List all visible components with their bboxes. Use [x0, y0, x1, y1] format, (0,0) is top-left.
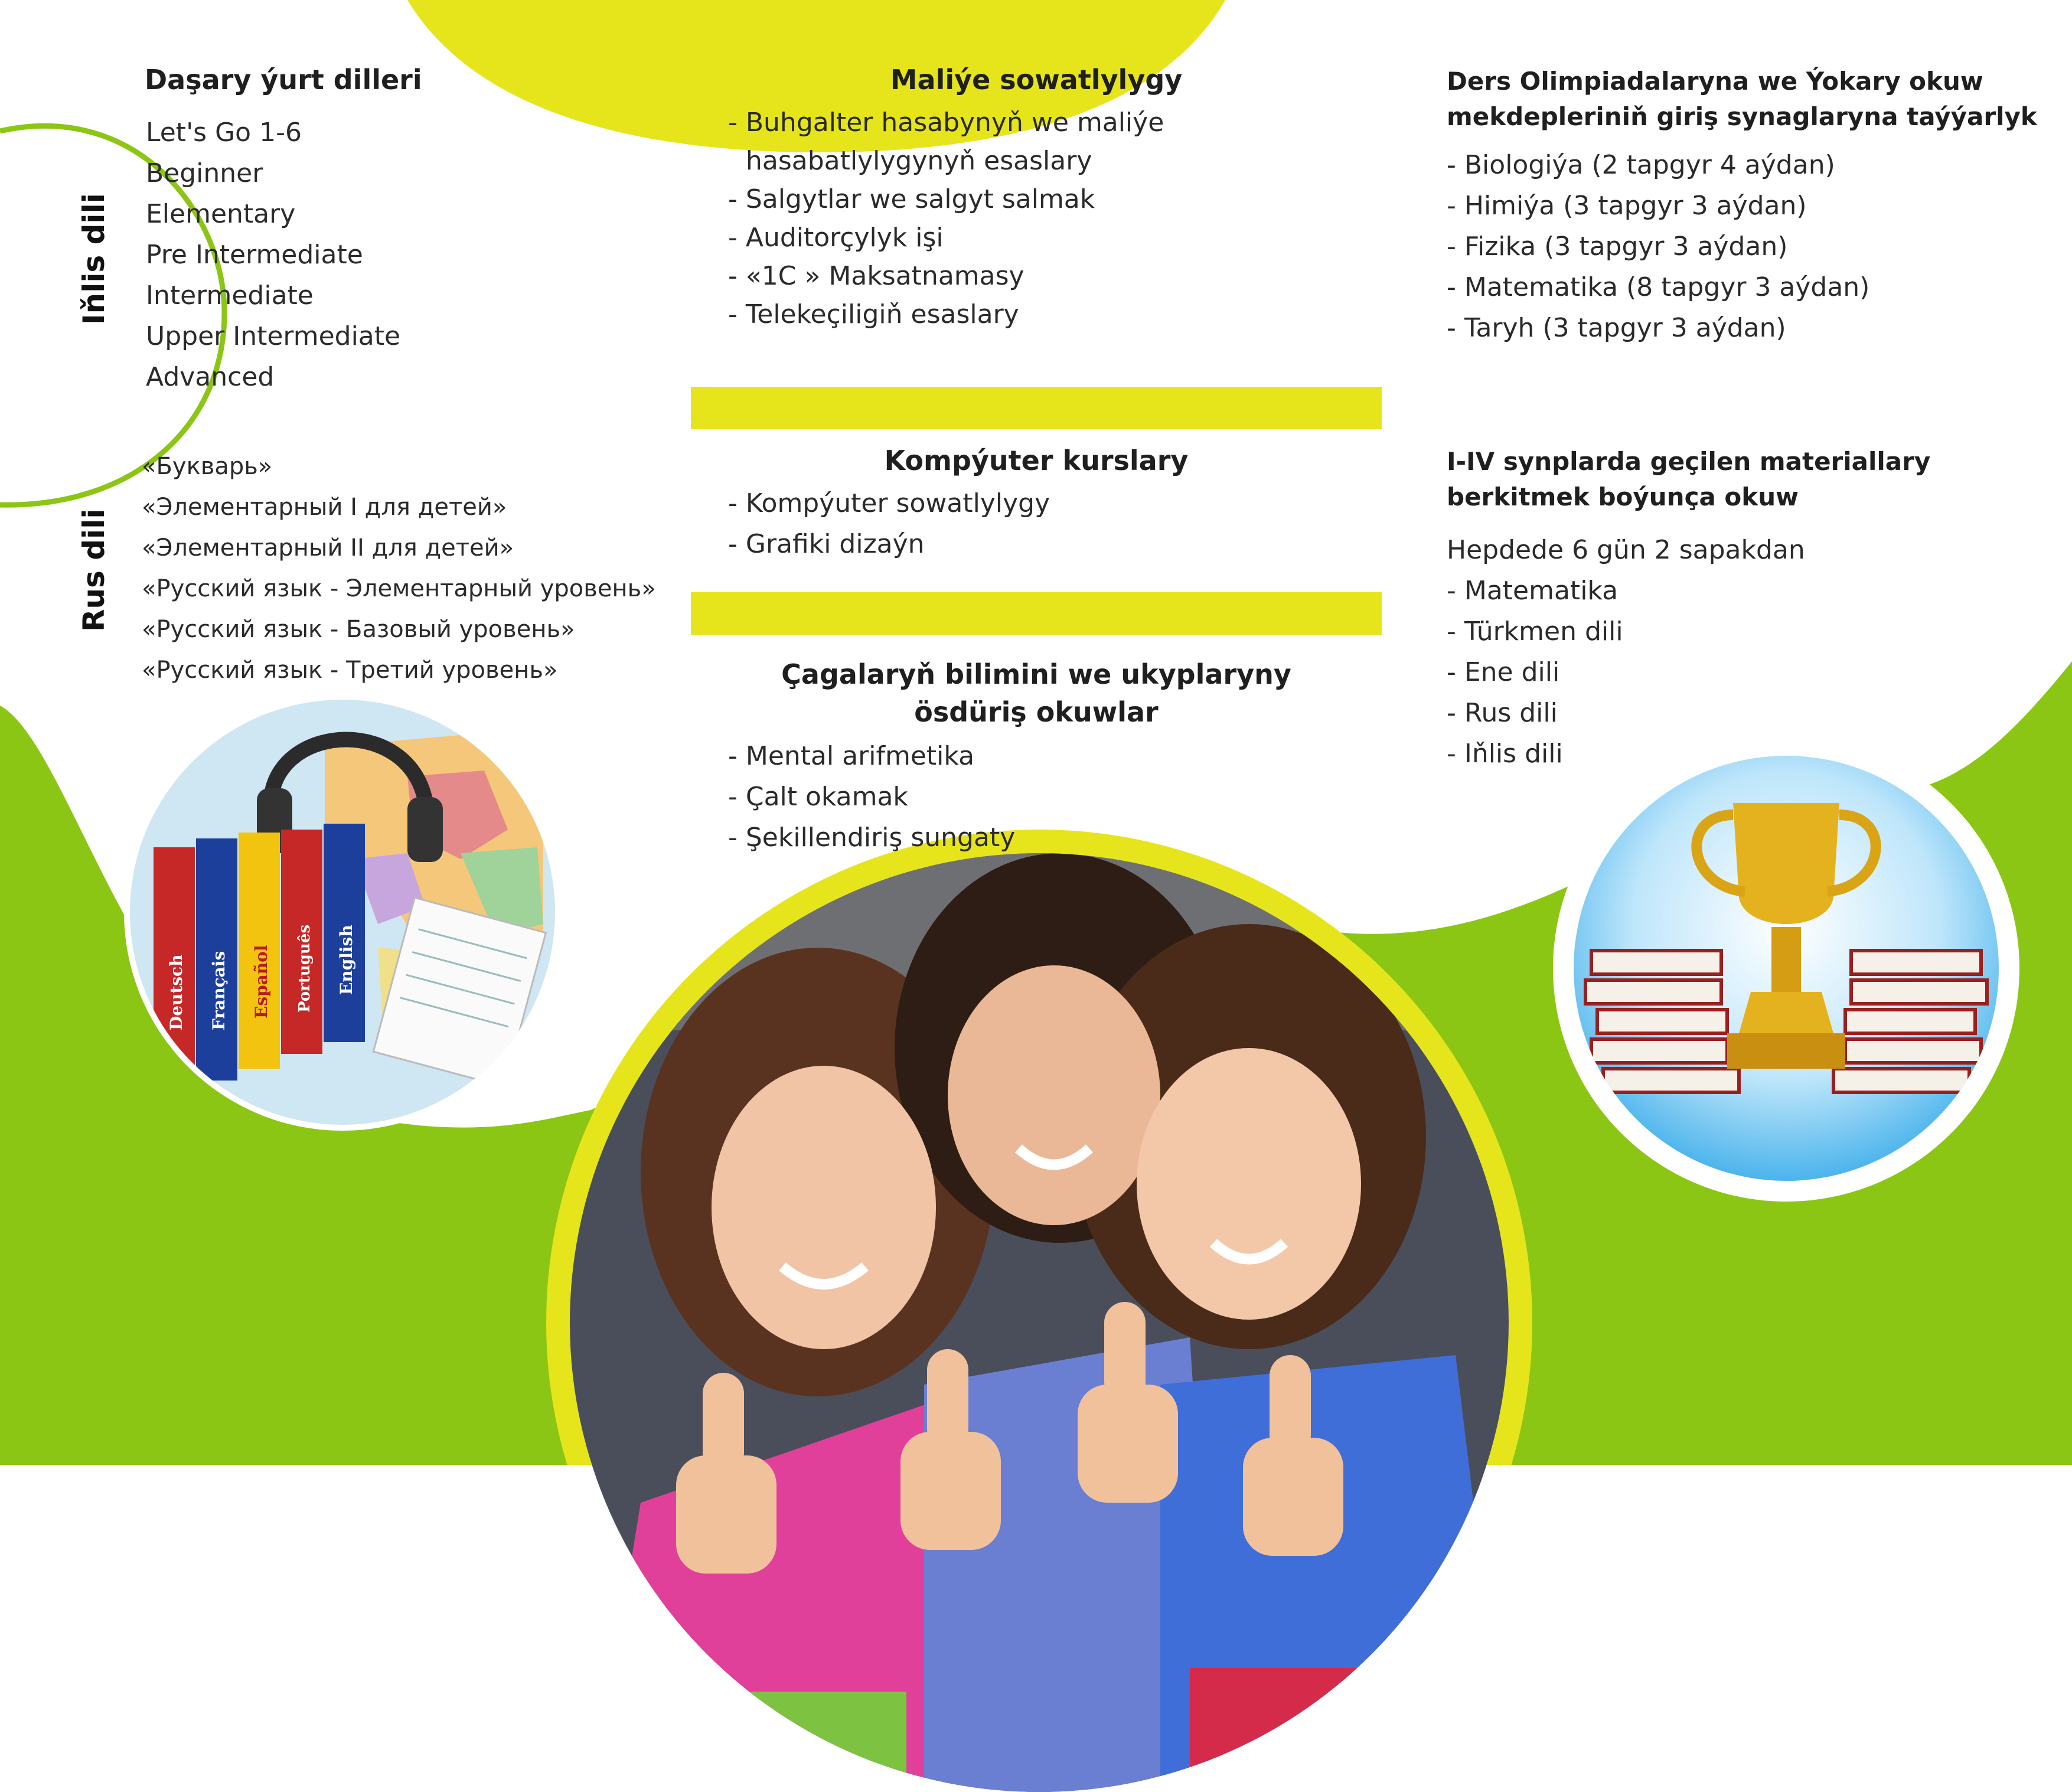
book-spine-english: English: [337, 925, 356, 995]
finance-course-list: [728, 103, 1164, 334]
finance-title: Maliýe sowatlylygy: [890, 64, 1183, 96]
list-item: - «1C » Maksatnamasy: [728, 261, 1024, 291]
list-item: - Grafiki dizaýn: [728, 529, 925, 559]
olympiad-title: [1447, 64, 2037, 135]
language-books-photo: [130, 700, 555, 1125]
children-title-line1: Çagalaryň bilimini we ukyplaryny: [781, 658, 1291, 690]
languages-title: Daşary ýurt dilleri: [145, 64, 422, 96]
list-item: - Auditorçylyk işi: [728, 223, 944, 253]
trophy-books-photo: [1574, 756, 1999, 1181]
list-item: - Çalt okamak: [728, 782, 908, 812]
olympiad-course-list: [1447, 145, 1869, 348]
computer-title: Kompýuter kurslary: [884, 445, 1189, 476]
list-item: - Buhgalter hasabynyň we maliýe: [728, 107, 1164, 138]
primary-title-line2: berkitmek boýunça okuw: [1447, 482, 1799, 511]
primary-title-line1: I-IV synplarda geçilen materiallary: [1447, 447, 1931, 476]
list-item: Pre Intermediate: [146, 240, 363, 270]
list-item: - Türkmen dili: [1447, 616, 1623, 647]
children-title: [691, 655, 1382, 731]
list-item: - Iňlis dili: [1447, 739, 1563, 769]
list-item: - Kompýuter sowatlylygy: [728, 488, 1050, 518]
list-item: «Русский язык - Третий уровень»: [142, 657, 558, 684]
separator-bar-top: [691, 387, 1382, 429]
list-item: - Himiýa (3 tapgyr 3 aýdan): [1447, 191, 1807, 221]
list-item: «Элементарный II для детей»: [142, 534, 514, 562]
russian-vertical-label: Rus dili: [77, 508, 111, 632]
children-course-list: [728, 736, 1015, 858]
russian-course-list: [142, 446, 656, 691]
list-item: - Taryh (3 tapgyr 3 aýdan): [1447, 313, 1786, 343]
list-item: hasabatlylygynyň esaslary: [746, 146, 1092, 176]
list-item: - Matematika (8 tapgyr 3 aýdan): [1447, 272, 1870, 302]
separator-bar-bottom: [691, 592, 1382, 635]
list-item: - Matematika: [1447, 576, 1619, 606]
book-spine-francais: Français: [209, 951, 229, 1030]
book-spine-espanol: Español: [252, 945, 271, 1019]
list-item: - Rus dili: [1447, 698, 1558, 728]
list-item: «Русский язык - Элементарный уровень»: [142, 575, 656, 602]
primary-course-list: [1447, 530, 1805, 774]
list-item: «Букварь»: [142, 453, 273, 480]
list-item: «Русский язык - Базовый уровень»: [142, 616, 575, 643]
olympiad-title-line1: Ders Olimpiadalaryna we Ýokary okuw: [1447, 67, 1983, 96]
book-spine-portugues: Português: [296, 924, 314, 1013]
list-item: «Элементарный I для детей»: [142, 494, 507, 521]
list-item: Advanced: [146, 362, 275, 392]
list-item: - Salgytlar we salgyt salmak: [728, 184, 1095, 214]
students-thumbs-up-photo: [570, 853, 1509, 1792]
english-vertical-label: Iňlis dili: [77, 193, 111, 325]
primary-title: [1447, 444, 1930, 515]
list-item: - Mental arifmetika: [728, 741, 975, 771]
list-item: - Telekeçiligiň esaslary: [728, 299, 1019, 329]
list-item: - Fizika (3 tapgyr 3 aýdan): [1447, 231, 1788, 262]
book-spine-deutsch: Deutsch: [167, 954, 186, 1030]
olympiad-title-line2: mekdepleriniň giriş synaglaryna taýýarlyk: [1447, 102, 2037, 131]
list-item: Elementary: [146, 199, 296, 229]
list-item: - Ene dili: [1447, 657, 1560, 687]
list-item: - Biologiýa (2 tapgyr 4 aýdan): [1447, 150, 1835, 180]
list-item: Upper Intermediate: [146, 321, 401, 351]
children-title-line2: ösdüriş okuwlar: [914, 696, 1159, 728]
computer-course-list: [728, 483, 1050, 564]
list-item: Beginner: [146, 158, 263, 188]
list-item: - Şekillendiriş sungaty: [728, 822, 1016, 853]
primary-schedule: Hepdede 6 gün 2 sapakdan: [1447, 535, 1805, 565]
list-item: Let's Go 1-6: [146, 117, 302, 148]
list-item: Intermediate: [146, 280, 314, 311]
english-course-list: [146, 112, 400, 397]
